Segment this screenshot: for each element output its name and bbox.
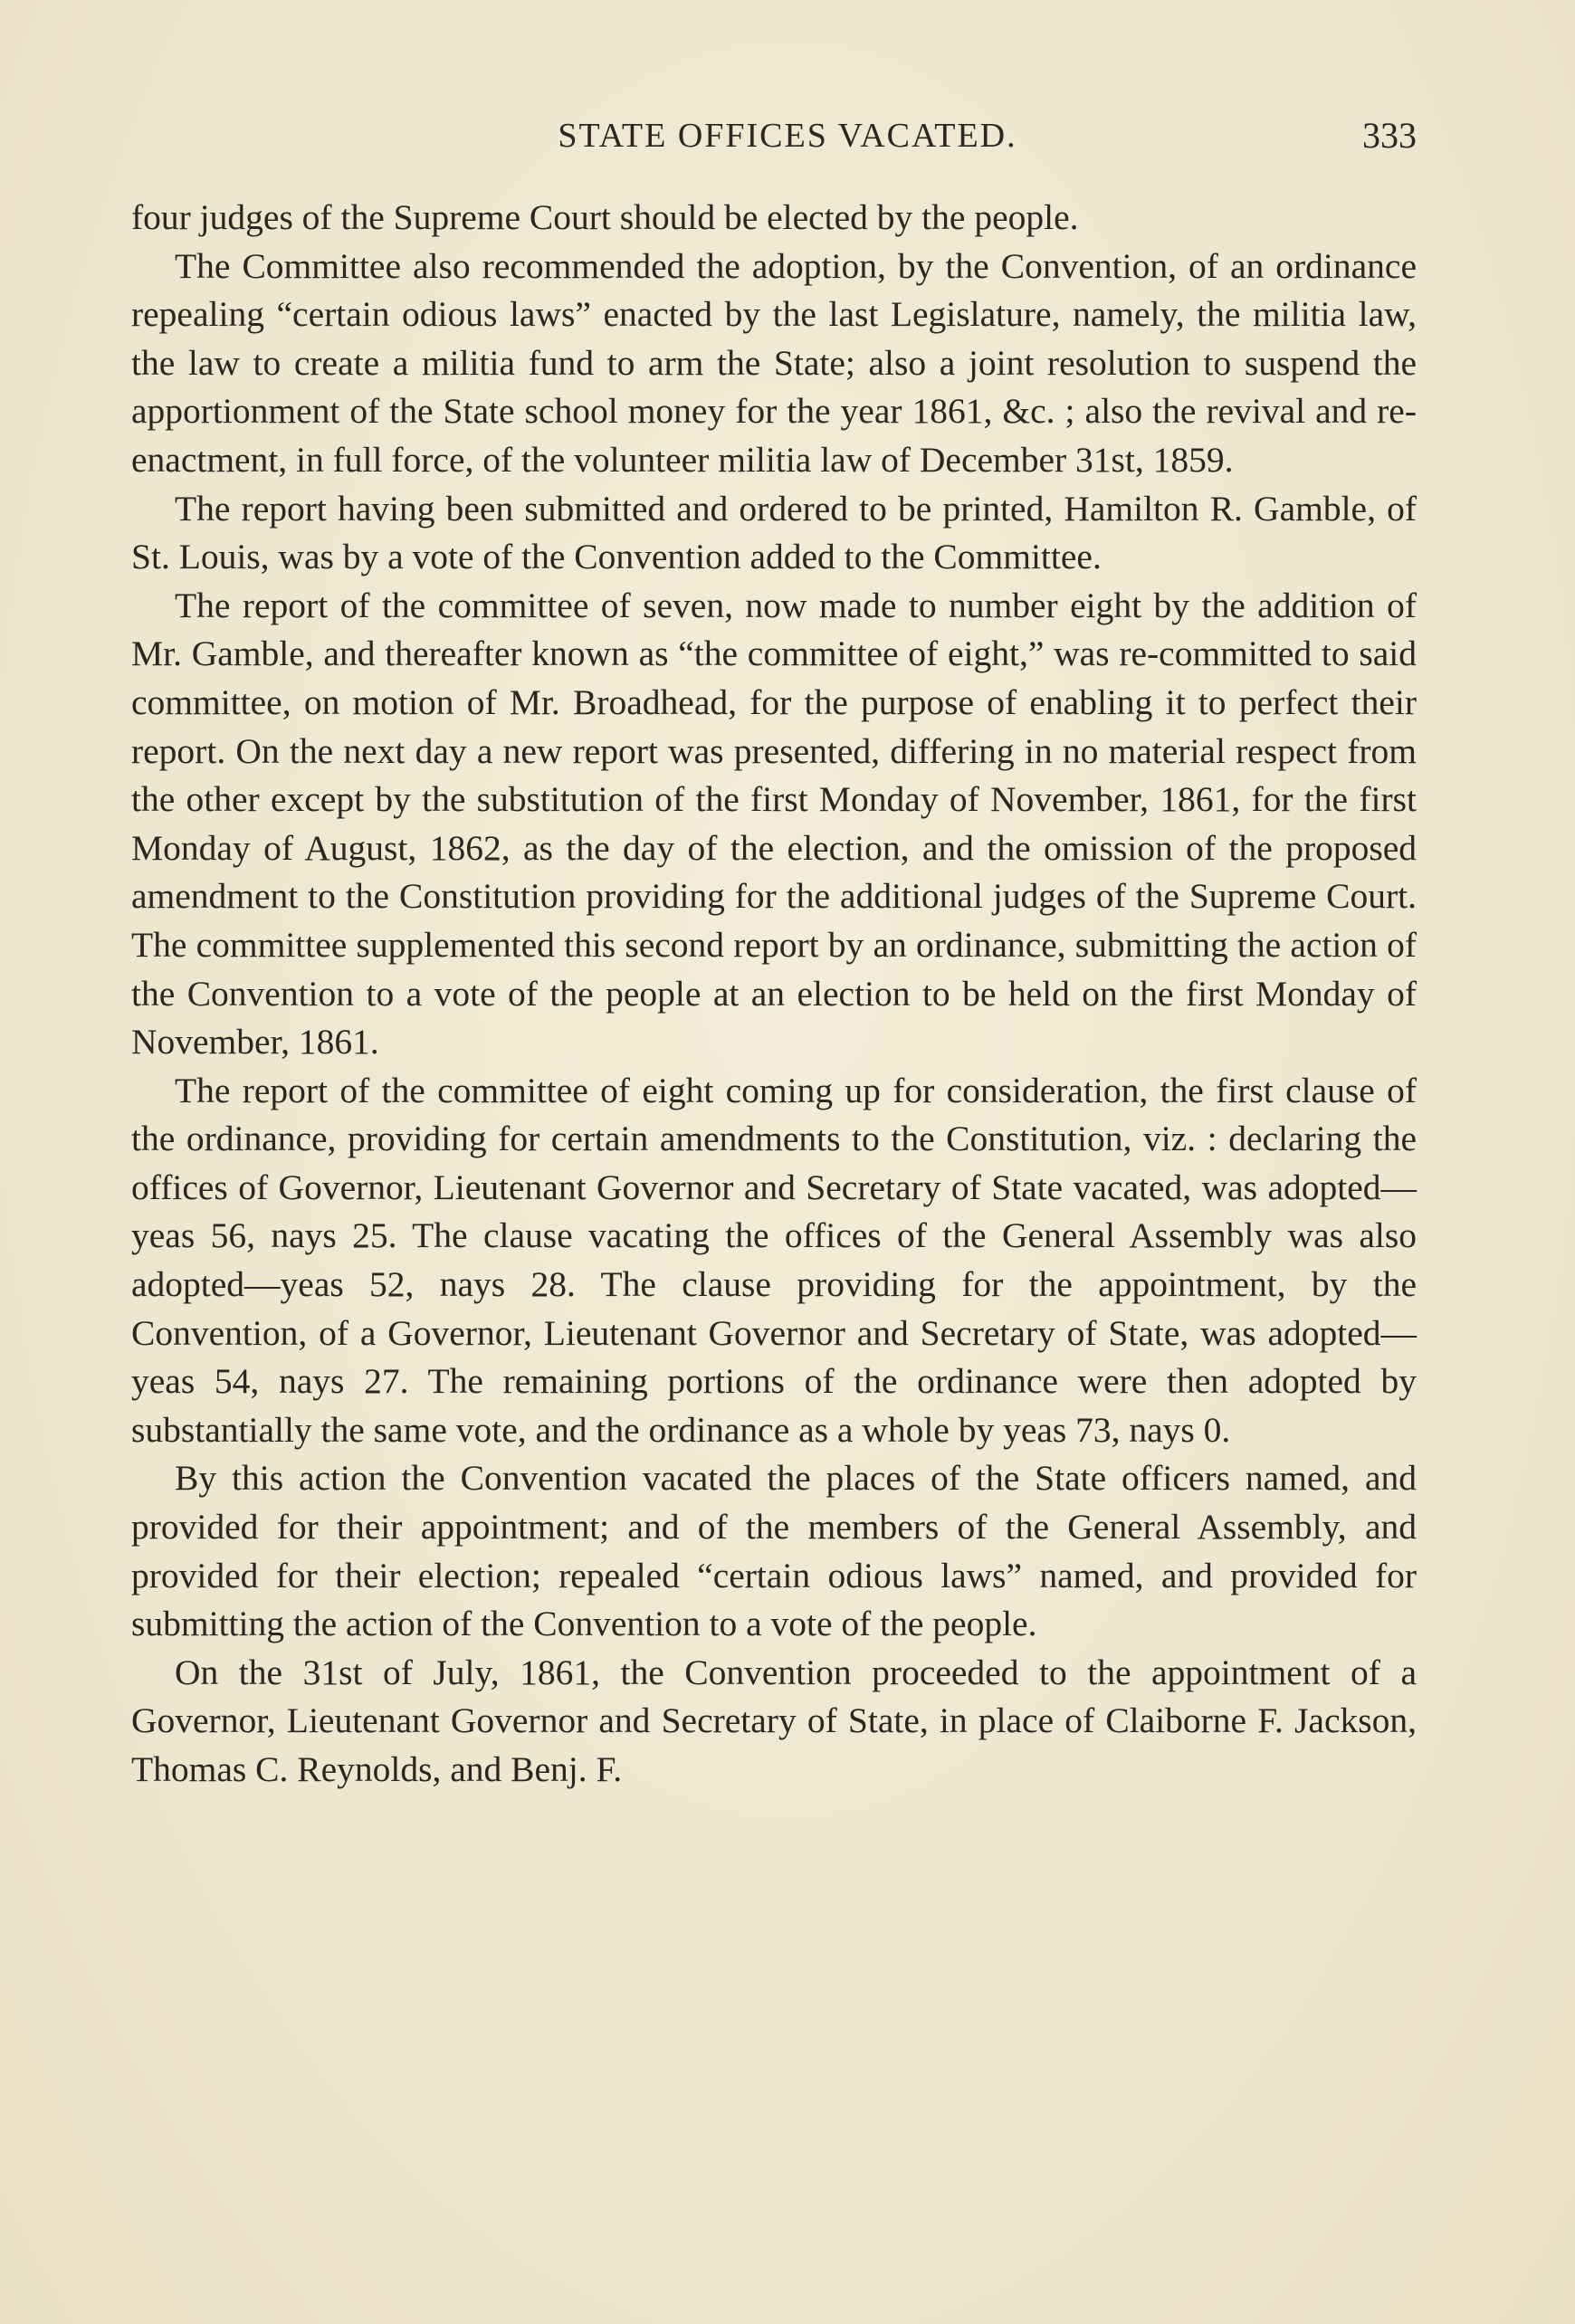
page-number: 333	[1362, 115, 1417, 156]
page-header	[131, 110, 1417, 161]
paragraph-appointment: On the 31st of July, 1861, the Convention proceeded to the appointment of a Governor, Lieutenant Governor and Secretary of State, in place of Claiborne F. Jackson, Thomas C. Reynolds, and Benj. F.	[131, 1652, 1417, 1789]
paragraph-continuation: four judges of the Supreme Court should be elected by the people.	[131, 197, 1079, 237]
paragraph-action-summary: By this action the Convention vacated the places of the State officers named, and provided for their appointment; and of the members of the General Assembly, and provided for their election; repealed “certain odious laws” named, and provided for submitting the action of the Convention to a vote of the people.	[131, 1458, 1417, 1644]
paragraph-committee-of-eight: The report of the committee of seven, now made to number eight by the addition of Mr. Gamble, and thereafter known as “the committee of eight,” was re-committed to said committee, on motion of Mr. Broadhead, for the purpose of enabling it to perfect their report. On the next day a new report was presented, differing in no material respect from the other except by the substitution of the first Monday of November, 1861, for the first Monday of August, 1862, as the day of the election, and the omission of the proposed amendment to the Constitution providing for the additional judges of the Supreme Court. The committee supplemented this second report by an ordinance, submitting the action of the Convention to a vote of the people at an election to be held on the first Monday of November, 1861.	[131, 585, 1417, 1062]
paragraph-committee-ordinance: The Committee also recommended the adoption, by the Convention, of an ordinance repealing “certain odious laws” enacted by the last Legislature, namely, the militia law, the law to create a militia fund to arm the State; also a joint resolution to suspend the apportionment of the State school money for the year 1861, &c. ; also the revival and re-enactment, in full force, of the volunteer militia law of December 31st, 1859.	[131, 245, 1417, 480]
paragraph-votes: The report of the committee of eight coming up for consideration, the first clause of the ordinance, providing for certain amendments to the Constitution, viz. : declaring the offices of Governor, Lieutenant Governor and Secretary of State vacated, was adopted—yeas 56, nays 25. The clause vacating the offices of the General Assembly was also adopted—yeas 52, nays 28. The clause providing for the appointment, by the Convention, of a Governor, Lieutenant Governor and Secretary of State, was adopted—yeas 54, nays 27. The remaining portions of the ordinance were then adopted by substantially the same vote, and the ordinance as a whole by yeas 73, nays 0.	[131, 1070, 1417, 1450]
body-text	[131, 194, 1417, 1795]
paragraph-gamble-added: The report having been submitted and ordered to be printed, Hamilton R. Gamble, of St. Louis, was by a vote of the Convention added to the Committee.	[131, 488, 1417, 577]
running-title: STATE OFFICES VACATED.	[558, 117, 1017, 155]
